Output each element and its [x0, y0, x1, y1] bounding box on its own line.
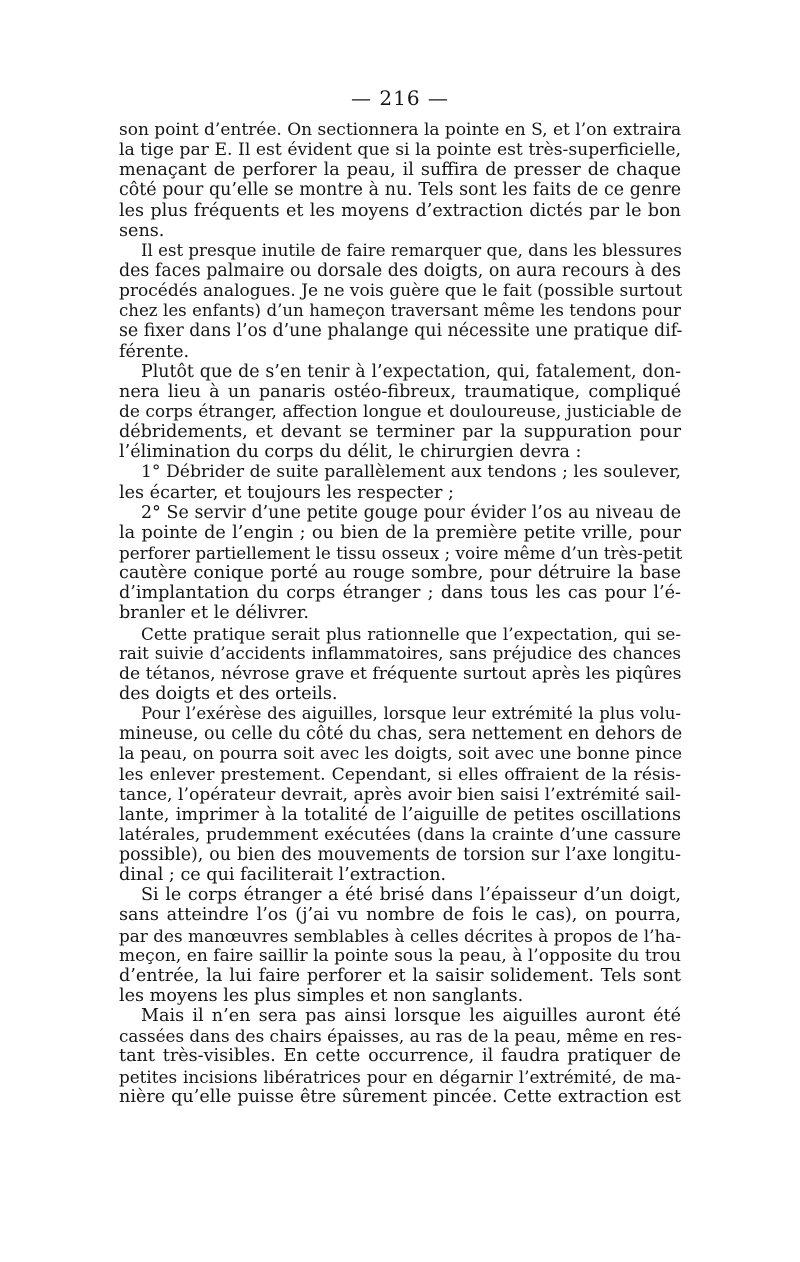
text-line: Si le corps étranger a été brisé dans l’épaisseur d’un doigt, — [141, 885, 681, 906]
text-line: les plus fréquents et les moyens d’extraction dictés par le bon — [119, 200, 681, 221]
text-line: les écarter, et toujours les respecter ; — [119, 482, 454, 503]
text-line: de corps étranger, affection longue et douloureuse, justiciable de — [119, 401, 682, 422]
text-line: Mais il n’en sera pas ainsi lorsque les aiguilles auront été — [141, 1006, 681, 1027]
text-line: la peau, on pourra soit avec les doigts, soit avec une bonne pince — [119, 744, 683, 765]
text-line: branler et le délivrer. — [119, 603, 309, 624]
text-line: la tige par E. Il est évident que si la pointe est très-superficielle, — [119, 140, 681, 161]
text-line: 2° Se servir d’une petite gouge pour évider l’os au niveau de — [141, 502, 681, 523]
text-line: chez les enfants) d’un hameçon traversant même les tendons pour — [119, 301, 681, 321]
text-line: par des manœuvres semblables à celles décrites à propos de l’ha- — [119, 925, 681, 946]
text-line: procédés analogues. Je ne vois guère que le fait (possible surtout — [119, 281, 683, 302]
text-line: perforer partiellement le tissu osseux ; voire même d’un très-petit — [119, 542, 683, 563]
text-line: possible), ou bien des mouvements de torsion sur l’axe longitu- — [119, 845, 681, 866]
text-line: Plutôt que de s’en tenir à l’expectation, qui, fatalement, don- — [141, 361, 681, 382]
text-line: d’entrée, la lui faire perforer et la saisir solidement. Tels sont — [119, 965, 681, 986]
text-line: d’implantation du corps étranger ; dans tous les cas pour l’é- — [119, 583, 681, 604]
text-line: nera lieu à un panaris ostéo-fibreux, traumatique, compliqué — [119, 381, 681, 402]
text-line: les moyens les plus simples et non sanglants. — [119, 986, 524, 1007]
text-line: meçon, en faire saillir la pointe sous la peau, à l’opposite du trou — [119, 945, 681, 966]
text-line: débridements, et devant se terminer par la suppuration pour — [119, 422, 681, 443]
text-line: latérales, prudemment exécutées (dans la crainte d’une cassure — [119, 824, 681, 845]
text-line: sans atteindre l’os (j’ai vu nombre de fois le cas), on pourra, — [119, 905, 681, 926]
text-line: Il est presque inutile de faire remarquer que, dans les blessures — [141, 240, 682, 260]
text-line: férente. — [119, 341, 190, 362]
text-line: son point d’entrée. On sectionnera la pointe en S, et l’on extraira — [119, 120, 682, 140]
text-line: petites incisions libératrices pour en dégarnir l’extrémité, de ma- — [119, 1066, 681, 1087]
text-line: la pointe de l’engin ; ou bien de la première petite vrille, pour — [119, 522, 681, 543]
text-line: cautère conique porté au rouge sombre, pour détruire la base — [119, 563, 681, 584]
text-line: de tétanos, névrose grave et fréquente surtout après les piqûres — [119, 663, 682, 684]
text-line: sens. — [119, 220, 165, 241]
text-line: côté pour qu’elle se montre à nu. Tels sont les faits de ce genre — [119, 180, 681, 201]
text-line: des faces palmaire ou dorsale des doigts, on aura recours à des — [119, 260, 681, 281]
text-line: Pour l’exérèse des aiguilles, lorsque leur extrémité la plus volu- — [141, 704, 681, 724]
text-line: Cette pratique serait plus rationnelle que l’expectation, qui se- — [141, 623, 681, 644]
body-text — [119, 120, 681, 1107]
text-line: tant très-visibles. En cette occurrence, il faudra pratiquer de — [119, 1046, 681, 1067]
text-line: lante, imprimer à la totalité de l’aiguille de petites oscillations — [119, 804, 681, 825]
text-line: cassées dans des chairs épaisses, au ras de la peau, même en res- — [119, 1026, 682, 1047]
text-line: des doigts et des orteils. — [119, 683, 338, 704]
text-line: les enlever prestement. Cependant, si elles offraient de la résis- — [119, 764, 681, 785]
text-line: l’élimination du corps du délit, le chirurgien devra : — [119, 442, 582, 463]
text-line: mineuse, ou celle du côté du chas, sera nettement en dehors de — [119, 724, 683, 745]
page-number: — 216 — — [351, 86, 449, 110]
text-line: 1° Débrider de suite parallèlement aux tendons ; les soulever, — [141, 462, 681, 483]
text-line: dinal ; ce qui faciliterait l’extraction. — [119, 865, 447, 886]
text-line: tance, l’opérateur devrait, après avoir bien saisi l’extrémité sail- — [119, 784, 681, 805]
text-line: nière qu’elle puisse être sûrement pincée. Cette extraction est — [119, 1086, 681, 1107]
text-line: se fixer dans l’os d’une phalange qui nécessite une pratique dif- — [119, 321, 683, 342]
text-line: menaçant de perforer la peau, il suffira de presser de chaque — [119, 160, 681, 181]
text-line: rait suivie d’accidents inflammatoires, sans préjudice des chances — [119, 643, 681, 663]
